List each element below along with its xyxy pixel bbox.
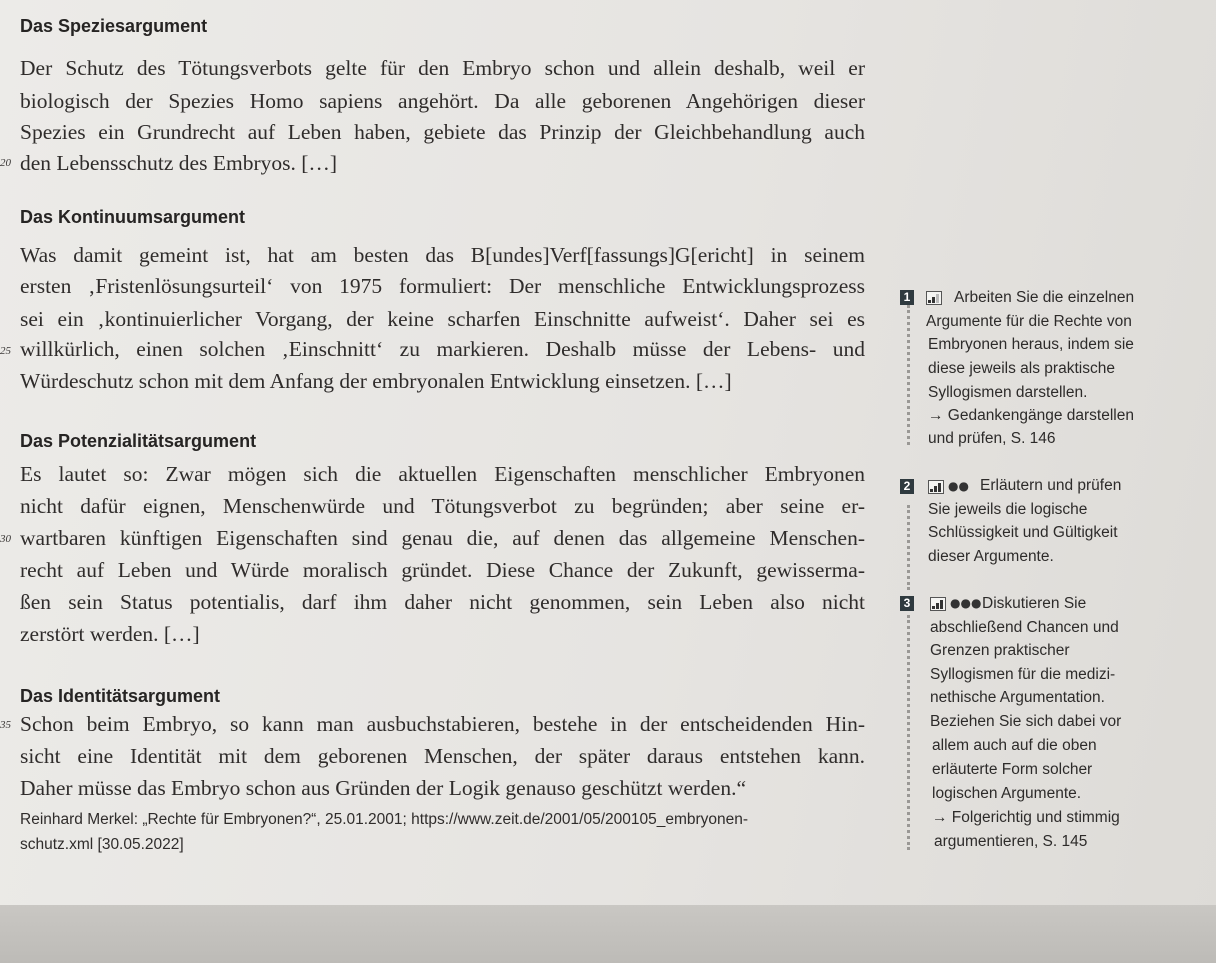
section-heading-potenzialitaet: Das Potenzialitätsargument bbox=[20, 431, 257, 451]
task-text-line: Diskutieren Sie bbox=[982, 595, 1087, 612]
text-line: Spezies ein Grundrecht auf Leben haben, gebiete das Prinzip der Gleichbehandlung auch bbox=[20, 120, 865, 144]
text-line: willkürlich, einen solchen ‚Einschnitt‘ zu markieren. Deshalb müsse der Lebens- und bbox=[20, 337, 865, 361]
level-icon bbox=[926, 291, 942, 305]
text-line: zerstört werden. […] bbox=[20, 622, 200, 646]
task-text-line: dieser Argumente. bbox=[928, 548, 1054, 565]
group-work-icon: ●●● bbox=[950, 596, 982, 610]
task-text-line: Argumente für die Rechte von bbox=[926, 313, 1132, 330]
task-text-line: und prüfen, S. 146 bbox=[928, 430, 1056, 447]
task-text-line: → Gedankengänge darstellen bbox=[928, 407, 1134, 424]
text-line: wartbaren künftigen Eigenschaften sind genau die, auf denen das allgemeine Menschen- bbox=[20, 526, 865, 550]
task-text-line: Schlüssigkeit und Gültigkeit bbox=[928, 524, 1118, 541]
task-text-line: Syllogismen darstellen. bbox=[928, 384, 1088, 401]
task-text-line: Syllogismen für die medizi- bbox=[930, 666, 1116, 683]
text-line: sei ein ‚kontinuierlicher Vorgang, der keine scharfen Einschnitte aufweist‘. Daher sei es bbox=[20, 307, 865, 331]
text-line: biologisch der Spezies Homo sapiens angehört. Da alle geborenen Angehörigen dieser bbox=[20, 89, 865, 113]
task-number-badge: 2 bbox=[900, 479, 914, 494]
task-divider bbox=[907, 305, 914, 445]
text-line: ßen sein Status potentialis, darf ihm daher nicht genommen, sein Leben also nicht bbox=[20, 590, 865, 614]
text-line: den Lebensschutz des Embryos. […] bbox=[20, 151, 338, 175]
task-text-line: allem auch auf die oben bbox=[932, 737, 1097, 754]
task-number-badge: 1 bbox=[900, 290, 914, 305]
task-text-line: Erläutern und prüfen bbox=[980, 477, 1122, 494]
task-text-line: Sie jeweils die logische bbox=[928, 501, 1088, 518]
text-line: Was damit gemeint ist, hat am besten das B[undes]Verf[fassungs]G[ericht] in seinem bbox=[20, 243, 865, 267]
text-line: Schon beim Embryo, so kann man ausbuchstabieren, bestehe in der entscheidenden Hin- bbox=[20, 712, 865, 736]
source-citation-line1: Reinhard Merkel: „Rechte für Embryonen?“, 25.01.2001; https://www.zeit.de/2001/05/200105_embryonen- bbox=[20, 811, 749, 828]
section-heading-kontinuum: Das Kontinuumsargument bbox=[20, 207, 246, 227]
task-divider bbox=[907, 615, 914, 850]
line-number: 25 bbox=[0, 345, 11, 357]
line-number: 20 bbox=[0, 157, 11, 169]
text-line: Daher müsse das Embryo schon aus Gründen der Logik genauso geschützt werden.“ bbox=[20, 776, 747, 800]
text-line: recht auf Leben und Würde moralisch gründet. Diese Chance der Zukunft, gewisserma- bbox=[20, 558, 865, 582]
text-line: Würdeschutz schon mit dem Anfang der embryonalen Entwicklung einsetzen. […] bbox=[20, 369, 732, 393]
task-number-badge: 3 bbox=[900, 596, 914, 611]
level-icon bbox=[928, 480, 944, 494]
text-line: nicht dafür eignen, Menschenwürde und Tötungsverbot zu begründen; aber seine er- bbox=[20, 494, 865, 518]
task-text-line: erläuterte Form solcher bbox=[932, 761, 1093, 778]
page-bottom-edge bbox=[0, 905, 1216, 963]
task-text-line: logischen Argumente. bbox=[932, 785, 1082, 802]
text-line: Es lautet so: Zwar mögen sich die aktuellen Eigenschaften menschlicher Embryonen bbox=[20, 462, 865, 486]
task-text-line: diese jeweils als praktische bbox=[928, 360, 1115, 377]
pair-work-icon: ●● bbox=[948, 479, 969, 493]
task-text-line: Beziehen Sie sich dabei vor bbox=[930, 713, 1122, 730]
text-line: ersten ‚Fristenlösungsurteil‘ von 1975 formuliert: Der menschliche Entwicklungsprozess bbox=[20, 274, 865, 298]
source-citation-line2: schutz.xml [30.05.2022] bbox=[20, 836, 184, 853]
task-text-line: → Folgerichtig und stimmig bbox=[932, 809, 1120, 826]
section-heading-spezies: Das Speziesargument bbox=[20, 16, 208, 36]
text-line: Der Schutz des Tötungsverbots gelte für den Embryo schon und allein deshalb, weil er bbox=[20, 56, 865, 80]
task-text-line: Embryonen heraus, indem sie bbox=[928, 336, 1134, 353]
task-text-line: Grenzen praktischer bbox=[930, 642, 1070, 659]
level-icon bbox=[930, 597, 946, 611]
task-text-line: Arbeiten Sie die einzelnen bbox=[954, 289, 1135, 306]
text-line: sicht eine Identität mit dem geborenen Menschen, der später daraus entstehen kann. bbox=[20, 744, 865, 768]
section-heading-identitaet: Das Identitätsargument bbox=[20, 686, 221, 706]
line-number: 35 bbox=[0, 719, 11, 731]
task-divider bbox=[907, 505, 914, 590]
task-text-line: argumentieren, S. 145 bbox=[934, 833, 1088, 850]
task-text-line: abschließend Chancen und bbox=[930, 619, 1119, 636]
task-text-line: nethische Argumentation. bbox=[930, 689, 1105, 706]
line-number: 30 bbox=[0, 533, 11, 545]
